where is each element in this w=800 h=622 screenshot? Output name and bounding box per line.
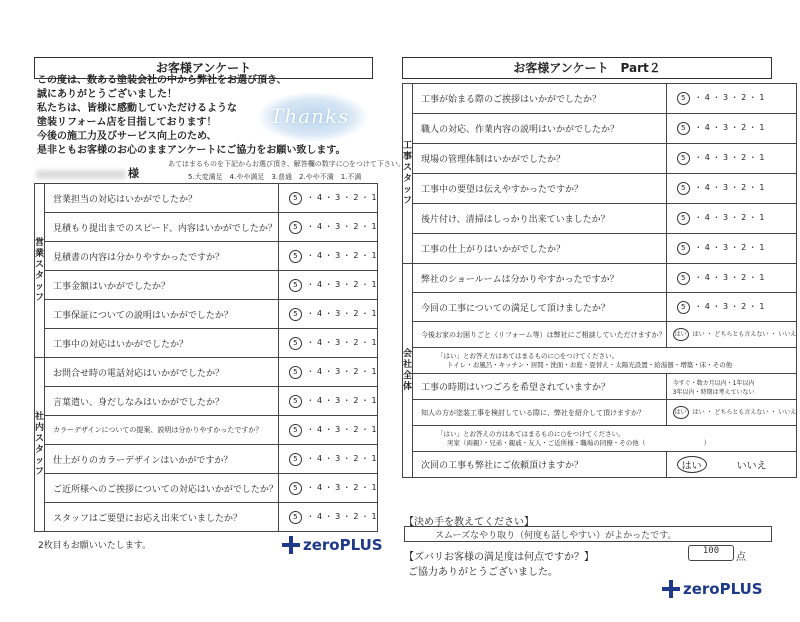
scale-legend: 5.大変満足 4.やや満足 3.普通 2.やや不満 1.不満 — [188, 173, 362, 181]
rating-option: 2 — [741, 93, 747, 102]
rating-option: 2 — [741, 272, 747, 282]
circled-rating: 5 — [289, 482, 302, 495]
rating-option: 4 — [316, 250, 323, 260]
zeroplus-logo — [662, 580, 763, 598]
rating-option: 2 — [353, 192, 359, 202]
question-text: カラーデザインについての提案、説明は分かりやすかったですか？ — [45, 416, 279, 445]
circled-rating: 5 — [289, 337, 302, 350]
question-text: お問合せ時の電話対応はいかがでしたか？ — [45, 358, 279, 387]
question-row — [403, 144, 797, 174]
timing-options[interactable] — [666, 374, 797, 400]
rating-option: 2 — [353, 337, 359, 347]
rating-scale[interactable]: 5 ・ 4 ・ 3 ・ 2 ・ 1 — [278, 213, 377, 242]
question-text: 工事金額はいかがでしたか？ — [45, 271, 279, 300]
zeroplus-logo — [282, 536, 383, 554]
rating-option: 1 — [759, 272, 765, 282]
rating-option: 2 — [353, 308, 359, 318]
question-text: 見積もり提出までのスピード、内容はいかがでしたか？ — [45, 213, 279, 242]
rating-option: 4 — [704, 183, 710, 192]
intro-line: 是非ともお客様のお心のままアンケートにご協力をお願い致します。 — [37, 145, 346, 156]
circled-rating: 5 — [289, 424, 302, 437]
rating-option: 4 — [704, 213, 710, 222]
rating-option: 3 — [335, 337, 341, 347]
yes-option-circled: はい — [677, 456, 707, 473]
plus-logo-icon — [662, 580, 680, 598]
rating-option: 1 — [371, 337, 377, 347]
circled-rating: 5 — [677, 301, 690, 314]
rating-option: 4 — [704, 153, 710, 162]
rating-option: 1 — [371, 395, 377, 405]
rating-scale[interactable]: 5 ・ 4 ・ 3 ・ 2 ・ 1 — [666, 204, 797, 234]
question-row — [35, 300, 378, 329]
rating-scale[interactable]: 5 ・ 4 ・ 3 ・ 2 ・ 1 — [666, 264, 797, 293]
rating-option: 3 — [335, 482, 341, 492]
rating-scale[interactable]: 5 ・ 4 ・ 3 ・ 2 ・ 1 — [666, 114, 797, 144]
rating-option: 3 — [335, 424, 341, 434]
circled-rating: 5 — [677, 152, 690, 165]
circled-rating: 5 — [289, 221, 302, 234]
rating-option: 3 — [335, 366, 341, 376]
circled-rating: 5 — [677, 212, 690, 225]
rating-option: 4 — [316, 192, 323, 202]
rating-scale[interactable]: 5 ・ 4 ・ 3 ・ 2 ・ 1 — [666, 144, 797, 174]
question-text: 工事保証についての説明はいかがでしたか？ — [45, 300, 279, 329]
circled-rating: 5 — [289, 453, 302, 466]
customer-suffix: 様 — [128, 167, 139, 180]
referral-question: 知人の方が塗装工事を検討している際に、弊社を紹介して頂けますか？ — [413, 400, 667, 426]
option-text: はい ・ どちらとも言えない ・ いいえ — [692, 409, 797, 416]
rating-option: 4 — [316, 221, 323, 231]
rating-option: 4 — [704, 301, 710, 311]
rating-option: 2 — [353, 511, 359, 521]
rating-option: 2 — [741, 213, 747, 222]
rating-option: 1 — [371, 366, 377, 376]
next-question: 次回の工事も弊社にご依頼頂けますか？ — [413, 452, 667, 478]
question-row — [35, 358, 378, 387]
question-row — [403, 84, 797, 114]
question-row — [403, 174, 797, 204]
circled-rating: 5 — [289, 308, 302, 321]
question-text: 工事中の要望は伝えやすかったですか？ — [413, 174, 667, 204]
question-text: スタッフはご要望にお応え出来ていましたか？ — [45, 503, 279, 532]
timing-option: 今すぐ・数カ月以内・1年以内 — [672, 379, 755, 387]
rating-option: 1 — [371, 453, 377, 463]
rating-option: 2 — [353, 482, 359, 492]
next-options[interactable] — [666, 452, 797, 478]
plus-logo-icon — [282, 536, 300, 554]
rating-option: 3 — [335, 250, 341, 260]
question-row — [403, 400, 797, 426]
decision-answer: スムーズなやり取り（何度も話しやすい）がよかったです。 — [435, 531, 677, 541]
rating-scale[interactable]: 5 ・ 4 ・ 3 ・ 2 ・ 1 — [278, 474, 377, 503]
section-category: 会 社 全 体 — [403, 264, 413, 478]
rating-scale[interactable]: 5 ・ 4 ・ 3 ・ 2 ・ 1 — [278, 242, 377, 271]
rating-option: 4 — [316, 337, 323, 347]
right-question-table — [402, 83, 797, 478]
left-question-table — [34, 183, 378, 532]
rating-option: 3 — [335, 395, 341, 405]
rating-option: 3 — [335, 511, 341, 521]
rating-scale[interactable]: 5 ・ 4 ・ 3 ・ 2 ・ 1 — [278, 184, 377, 213]
question-row — [403, 234, 797, 264]
question-row — [35, 213, 378, 242]
question-row — [403, 452, 797, 478]
rating-option: 3 — [722, 213, 729, 222]
rating-option: 4 — [316, 366, 323, 376]
question-text: 工事の仕上がりはいかがでしたか？ — [413, 234, 667, 264]
question-text: 仕上がりのカラーデザインはいかがですか？ — [45, 445, 279, 474]
intro-line: 誠にありがとうございました！ — [37, 89, 177, 100]
rating-option: 2 — [741, 243, 747, 252]
footer-note: 2枚目もお願いいたします。 — [38, 541, 152, 551]
question-row — [403, 264, 797, 293]
reform-items[interactable]: トイレ・お風呂・キッチン・居間・洗面・お庭・畳替え・太陽光設置・給湯器・増築・床・その他 — [447, 360, 733, 369]
rating-option: 4 — [316, 482, 323, 492]
rating-option: 4 — [704, 123, 710, 132]
thanks-line: ご協力ありがとうございました。 — [408, 567, 558, 578]
left-title: お客様アンケート — [34, 57, 373, 79]
rating-option: 2 — [741, 153, 747, 162]
rating-option: 2 — [741, 123, 747, 132]
question-text: 営業担当の対応はいかがでしたか？ — [45, 184, 279, 213]
legend-instruction: あてはまるものを下記からお選び頂き、解答欄の数字に○をつけて下さい。 — [168, 160, 405, 168]
question-row — [403, 204, 797, 234]
reform-followup-cell — [413, 348, 797, 374]
question-row — [35, 503, 378, 532]
rating-option: 2 — [353, 250, 359, 260]
question-text: 今回の工事についての満足して頂けましたか？ — [413, 293, 667, 322]
section-category: 社 内 ス タ ッ フ — [35, 358, 45, 532]
rating-option: 1 — [371, 308, 377, 318]
question-row — [403, 348, 797, 374]
question-text: 現場の管理体制はいかがでしたか？ — [413, 144, 667, 174]
question-text: 職人の対応、作業内容の説明はいかがでしたか？ — [413, 114, 667, 144]
question-row — [403, 114, 797, 144]
section-category: 営 業 ス タ ッ フ — [35, 184, 45, 358]
thanks-lettering: Thanks — [270, 104, 350, 128]
rating-option: 3 — [335, 279, 341, 289]
rating-option: 2 — [353, 279, 359, 289]
right-title: お客様アンケート Part２ — [402, 57, 772, 79]
rating-option: 2 — [353, 424, 359, 434]
referral-followup-cell — [413, 426, 797, 452]
circled-rating: 5 — [677, 272, 690, 285]
rating-option: 1 — [371, 279, 377, 289]
circled-rating: 5 — [289, 192, 302, 205]
satisfaction-label: 【ズバリお客様の満足度は何点ですか？】 — [404, 552, 594, 563]
circled-rating: 5 — [289, 511, 302, 524]
rating-scale[interactable]: 5 ・ 4 ・ 3 ・ 2 ・ 1 — [666, 84, 797, 114]
question-text: 工事中の対応はいかがでしたか？ — [45, 329, 279, 358]
question-row — [35, 271, 378, 300]
rating-option: 3 — [335, 192, 341, 202]
rating-scale[interactable]: 5 ・ 4 ・ 3 ・ 2 ・ 1 — [278, 416, 377, 445]
satisfaction-score: 100 — [702, 546, 720, 556]
question-text: 言葉遣い、身だしなみはいかがでしたか？ — [45, 387, 279, 416]
rating-scale[interactable]: 5 ・ 4 ・ 3 ・ 2 ・ 1 — [278, 329, 377, 358]
rating-option: 2 — [353, 221, 359, 231]
timing-question: 工事の時期はいつごろを希望されていますか？ — [413, 374, 667, 400]
rating-scale[interactable]: 5 ・ 4 ・ 3 ・ 2 ・ 1 — [278, 387, 377, 416]
rating-scale[interactable]: 5 ・ 4 ・ 3 ・ 2 ・ 1 — [278, 271, 377, 300]
question-row — [35, 329, 378, 358]
intro-line: この度は、数ある塗装会社の中から弊社をお選び頂き、 — [37, 75, 287, 86]
question-row — [35, 242, 378, 271]
question-text: 見積書の内容は分かりやすかったですか？ — [45, 242, 279, 271]
rating-option: 3 — [722, 123, 729, 132]
question-text: 弊社のショールームは分かりやすかったですか？ — [413, 264, 667, 293]
followup-instruction: 「はい」とお答え方はあてはまるものに○をつけてください。 — [437, 351, 619, 360]
rating-option: 3 — [335, 453, 341, 463]
rating-option: 1 — [371, 192, 377, 202]
section-category: 工 事 ス タ ッ フ — [403, 84, 413, 264]
circled-rating: 5 — [677, 242, 690, 255]
rating-option: 3 — [722, 153, 729, 162]
intro-line: 今後の施工力及びサービス向上のため、 — [37, 131, 217, 142]
rating-scale[interactable]: 5 ・ 4 ・ 3 ・ 2 ・ 1 — [278, 300, 377, 329]
thanks-watercolor-image — [258, 92, 368, 142]
logo-text: zeroPLUS — [303, 536, 383, 554]
satisfaction-unit: 点 — [736, 552, 746, 563]
reform-options[interactable] — [666, 322, 797, 348]
intro-line: 塗装リフォーム店を目指しております！ — [37, 117, 217, 128]
rating-option: 2 — [741, 183, 747, 192]
circled-rating: はい — [673, 406, 689, 419]
logo-text: zeroPLUS — [683, 580, 763, 598]
rating-option: 4 — [316, 279, 323, 289]
rating-option: 2 — [741, 301, 747, 311]
rating-option: 4 — [704, 243, 710, 252]
question-row — [403, 426, 797, 452]
rating-option: 1 — [759, 213, 765, 222]
rating-option: 3 — [722, 301, 729, 311]
rating-option: 1 — [371, 482, 377, 492]
referral-options[interactable] — [666, 400, 797, 426]
rating-option: 1 — [371, 424, 377, 434]
question-row — [403, 293, 797, 322]
rating-option: 4 — [316, 308, 323, 318]
option-text: はい ・ どちらとも言えない ・ いいえ — [692, 331, 797, 338]
circled-rating: 5 — [677, 92, 690, 105]
rating-option: 4 — [316, 453, 323, 463]
circled-rating: はい — [673, 328, 689, 341]
rating-scale[interactable]: 5 ・ 4 ・ 3 ・ 2 ・ 1 — [278, 503, 377, 532]
rating-scale[interactable]: 5 ・ 4 ・ 3 ・ 2 ・ 1 — [666, 174, 797, 204]
survey-sheet-right — [400, 0, 800, 622]
decision-label: 【決め手を教えてください】 — [404, 517, 534, 528]
rating-option: 1 — [371, 221, 377, 231]
no-option: いいえ — [736, 461, 767, 472]
circled-rating: 5 — [677, 182, 690, 195]
rating-option: 3 — [722, 93, 729, 102]
rating-option: 3 — [335, 308, 341, 318]
rating-scale[interactable]: 5 ・ 4 ・ 3 ・ 2 ・ 1 — [666, 293, 797, 322]
circled-rating: 5 — [289, 366, 302, 379]
question-row — [403, 374, 797, 400]
rating-option: 4 — [316, 395, 323, 405]
rating-scale[interactable]: 5 ・ 4 ・ 3 ・ 2 ・ 1 — [278, 445, 377, 474]
rating-option: 4 — [704, 272, 710, 282]
rating-option: 1 — [759, 93, 765, 102]
rating-option: 1 — [371, 511, 377, 521]
followup-instruction: 「はい」とお答えの方はあてはまるものに○をつけてください。 — [437, 429, 625, 438]
circled-rating: 5 — [677, 122, 690, 135]
rating-scale[interactable]: 5 ・ 4 ・ 3 ・ 2 ・ 1 — [666, 234, 797, 264]
question-row — [35, 445, 378, 474]
customer-name-redacted — [36, 170, 126, 179]
satisfaction-score-box — [688, 545, 734, 561]
timing-option: 3年以内・時期は考えていない — [672, 388, 755, 396]
rating-option: 1 — [759, 301, 765, 311]
question-row — [35, 387, 378, 416]
rating-option: 3 — [722, 243, 729, 252]
rating-option: 2 — [353, 395, 359, 405]
rating-option: 4 — [316, 424, 323, 434]
question-text: 工事が始まる際のご挨拶はいかがでしたか？ — [413, 84, 667, 114]
circled-rating: 5 — [289, 279, 302, 292]
rating-scale[interactable]: 5 ・ 4 ・ 3 ・ 2 ・ 1 — [278, 358, 377, 387]
rating-option: 3 — [335, 221, 341, 231]
rating-option: 3 — [722, 272, 729, 282]
referral-items[interactable]: 実家（両親）・兄弟・親戚・友人・ご近所様・職場の同僚・その他（ ） — [447, 438, 711, 447]
rating-option: 4 — [704, 93, 710, 102]
question-row — [403, 322, 797, 348]
rating-option: 2 — [353, 366, 359, 376]
rating-option: 3 — [722, 183, 729, 192]
rating-option: 1 — [759, 183, 765, 192]
rating-option: 2 — [353, 453, 359, 463]
rating-option: 4 — [316, 511, 323, 521]
question-text: ご近所様へのご挨拶についての対応はいかがでしたか？ — [45, 474, 279, 503]
rating-option: 1 — [759, 243, 765, 252]
decision-answer-box — [404, 526, 772, 542]
rating-option: 1 — [371, 250, 377, 260]
intro-line: 私たちは、皆様に感動していただけるような — [37, 103, 237, 114]
rating-option: 1 — [759, 153, 765, 162]
question-row — [35, 416, 378, 445]
question-row — [35, 184, 378, 213]
rating-option: 1 — [759, 123, 765, 132]
reform-question: 今後お家のお困りごと（リフォーム等）は弊社にご相談していただけますか？ — [413, 322, 667, 348]
circled-rating: 5 — [289, 395, 302, 408]
question-text: 後片付け、清掃はしっかり出来ていましたか？ — [413, 204, 667, 234]
circled-rating: 5 — [289, 250, 302, 263]
question-row — [35, 474, 378, 503]
